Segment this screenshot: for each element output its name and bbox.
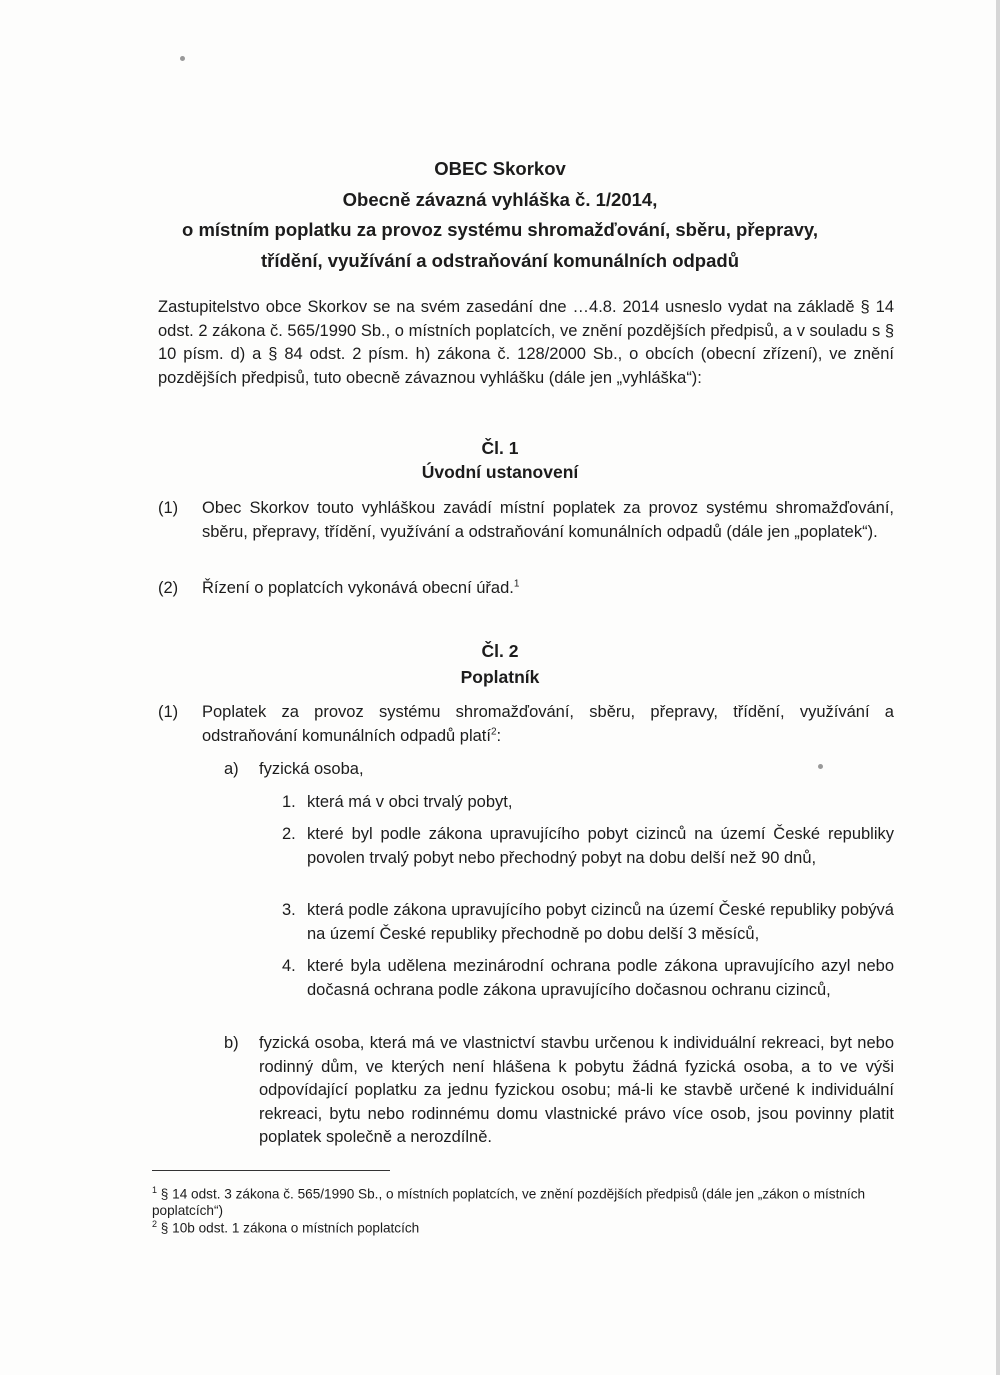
- clause-b: [224, 1032, 894, 1150]
- clause-a: [224, 758, 894, 782]
- footnote-2: [152, 1216, 894, 1237]
- item-text: která podle zákona upravujícího pobyt cizinců na území České republiky pobývá na území České republiky přechodně po dobu delší 3 měsíců,: [307, 901, 894, 943]
- footnote-text: § 14 odst. 3 zákona č. 565/1990 Sb., o místních poplatcích, ve znění pozdějších předpisů (dále jen „zákon o místních poplatcích“): [152, 1186, 866, 1219]
- list-item: [282, 955, 894, 1002]
- item-text: která má v obci trvalý pobyt,: [307, 793, 513, 811]
- paragraph-text: Řízení o poplatcích vykonává obecní úřad.: [202, 579, 514, 597]
- paragraph-end: :: [496, 726, 502, 745]
- list-item: [282, 899, 894, 946]
- article-2-paragraph-1: [158, 701, 894, 748]
- article-2-title: Poplatník: [460, 667, 540, 687]
- item-number: 4.: [282, 957, 296, 975]
- footnote-1: [152, 1182, 894, 1220]
- list-item: [282, 823, 894, 870]
- item-number: 3.: [282, 901, 296, 919]
- intro-paragraph: Zastupitelstvo obce Skorkov se na svém zasedání dne …4.8. 2014 usneslo vydat na základě § 14 odst. 2 zákona č. 565/1990 Sb., o místních poplatcích, ve znění pozdějších předpisů, a v souladu s § 10 písm. d) a § 84 odst. 2 písm. h) zákona č. 128/2000 Sb., o obcích (obecní zřízení), ve znění pozdějších předpisů, tuto obecně závaznou vyhlášku (dále jen „vyhláška“):: [158, 298, 894, 387]
- paragraph-number: (2): [158, 579, 179, 597]
- article-1-paragraph-2: [158, 577, 894, 601]
- footnote-text: § 10b odst. 1 zákona o místních poplatcích: [160, 1220, 420, 1236]
- footnote-separator: [152, 1170, 390, 1171]
- decree-title: Obecně závazná vyhláška č. 1/2014,: [342, 188, 658, 210]
- municipality-name: OBEC Skorkov: [434, 158, 566, 179]
- paragraph-text: Obec Skorkov touto vyhláškou zavádí místní poplatek za provoz systému shromažďování, sběru, přepravy, třídění, využívání a odstraňování komunálních odpadů (dále jen „poplatek“).: [202, 499, 894, 541]
- clause-text: fyzická osoba, která má ve vlastnictví stavbu určenou k individuální rekreaci, byt nebo rodinný dům, ve kterých není hlášena k pobytu žádná fyzická osoba, a to ve výši odpovídající poplatku za jednu fyzickou osobu; má-li ke stavbě určené k individuální rekreaci, bytu nebo rodinnému domu vlastnické právo více osob, jsou povinny platit poplatek společně a nerozdílně.: [259, 1034, 894, 1147]
- decree-subject-line-2: třídění, využívání a odstraňování komunálních odpadů: [261, 249, 739, 271]
- clause-text: fyzická osoba,: [259, 760, 364, 778]
- list-item: [282, 791, 894, 815]
- item-number: 1.: [282, 793, 296, 811]
- scan-speck: [180, 56, 185, 61]
- article-1-paragraph-1: [158, 497, 894, 544]
- scan-speck: [818, 764, 823, 769]
- article-1-title: Úvodní ustanovení: [421, 462, 579, 482]
- scan-edge: [996, 0, 1000, 1375]
- paragraph-number: (1): [158, 703, 179, 721]
- item-text: které byl podle zákona upravujícího pobyt cizinců na území České republiky povolen trvalý pobyt nebo přechodný pobyt na dobu delší než 90 dnů,: [307, 825, 894, 867]
- clause-label: a): [224, 760, 239, 778]
- item-text: které byla udělena mezinárodní ochrana podle zákona upravujícího azyl nebo dočasná ochrana podle zákona upravujícího dočasnou ochranu cizinců,: [307, 957, 894, 999]
- article-2-number: Čl. 2: [481, 641, 519, 661]
- footnote-mark: 1: [152, 1185, 158, 1195]
- article-1-number: Čl. 1: [481, 438, 519, 458]
- footnote-mark: 2: [152, 1219, 158, 1229]
- clause-label: b): [224, 1034, 239, 1052]
- footnote-ref: 1: [513, 578, 520, 590]
- paragraph-number: (1): [158, 499, 179, 517]
- item-number: 2.: [282, 825, 296, 843]
- footnote-ref: 2: [490, 726, 497, 738]
- paragraph-text: Poplatek za provoz systému shromažďování, sběru, přepravy, třídění, využívání a odstraňování komunálních odpadů platí: [202, 703, 894, 745]
- document-header: [0, 154, 1000, 276]
- decree-subject-line-1: o místním poplatku za provoz systému shromažďování, sběru, přepravy,: [182, 219, 818, 240]
